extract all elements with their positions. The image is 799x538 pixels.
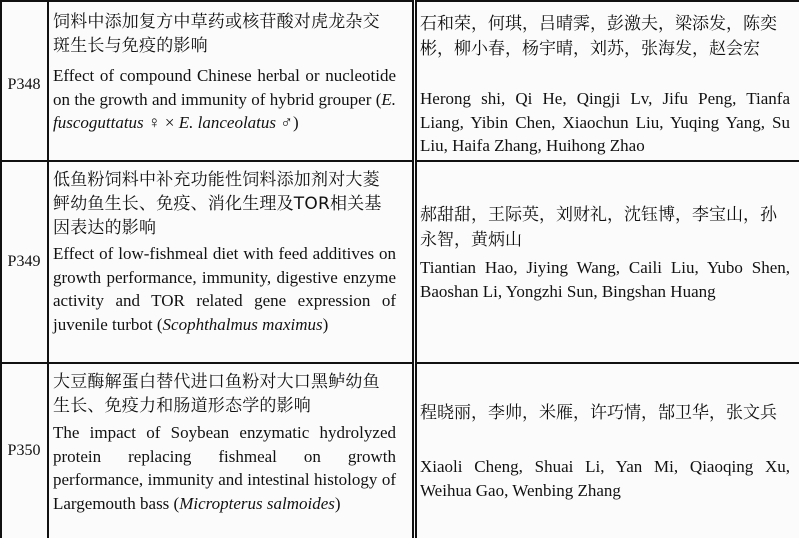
authors-zh: 石和荣，何琪，吕晴霁，彭激夫，梁添发，陈奕彬，柳小春，杨宇晴，刘苏，张海发，赵会宏 xyxy=(420,14,777,59)
title-zh: 低鱼粉饲料中补充功能性饲料添加剂对大菱鲆幼鱼生长、免疫、消化生理及TOR相关基因表达的影响 xyxy=(53,170,382,238)
title-en: Effect of low-fishmeal diet with feed additives on growth performance, immunity, digestive enzyme activity and TOR related gene expression of juvenile turbot (Scophthalmus maximus) xyxy=(53,244,396,334)
title-en: Effect of compound Chinese herbal or nucleotide on the growth and immunity of hybrid grouper (E. fuscoguttatus ♀ × E. lanceolatus ♂) xyxy=(53,66,396,132)
row-divider xyxy=(0,362,799,364)
row-id: P348 xyxy=(7,76,41,93)
row-divider xyxy=(0,160,799,162)
title-zh: 饲料中添加复方中草药或核苷酸对虎龙杂交斑生长与免疫的影响 xyxy=(53,12,380,56)
authors-zh: 程晓丽，李帅，米雁，许巧情，郜卫华，张文兵 xyxy=(420,403,777,423)
authors-en: Xiaoli Cheng, Shuai Li, Yan Mi, Qiaoqing Xu, Weihua Gao, Wenbing Zhang xyxy=(420,457,790,500)
authors-en: Tiantian Hao, Jiying Wang, Caili Liu, Yubo Shen, Baoshan Li, Yongzhi Sun, Bingshan Huang xyxy=(420,258,790,301)
title-en: The impact of Soybean enzymatic hydrolyzed protein replacing fishmeal on growth performance, immunity and intestinal histology of Largemouth bass (Micropterus salmoides) xyxy=(53,423,396,513)
row-id: P350 xyxy=(7,442,41,459)
row-id: P349 xyxy=(7,253,41,270)
column-divider-gap xyxy=(414,0,415,538)
title-zh: 大豆酶解蛋白替代进口鱼粉对大口黑鲈幼鱼生长、免疫力和肠道形态学的影响 xyxy=(53,372,380,416)
row-divider xyxy=(0,0,799,2)
authors-en: Herong shi, Qi He, Qingji Lv, Jifu Peng, Tianfa Liang, Yibin Chen, Xiaochun Liu, Yuqing Yang, Su Liu, Haifa Zhang, Huihong Zhao xyxy=(420,89,790,155)
authors-zh: 郝甜甜，王际英，刘财礼，沈钰博，李宝山，孙永智，黄炳山 xyxy=(420,205,777,250)
